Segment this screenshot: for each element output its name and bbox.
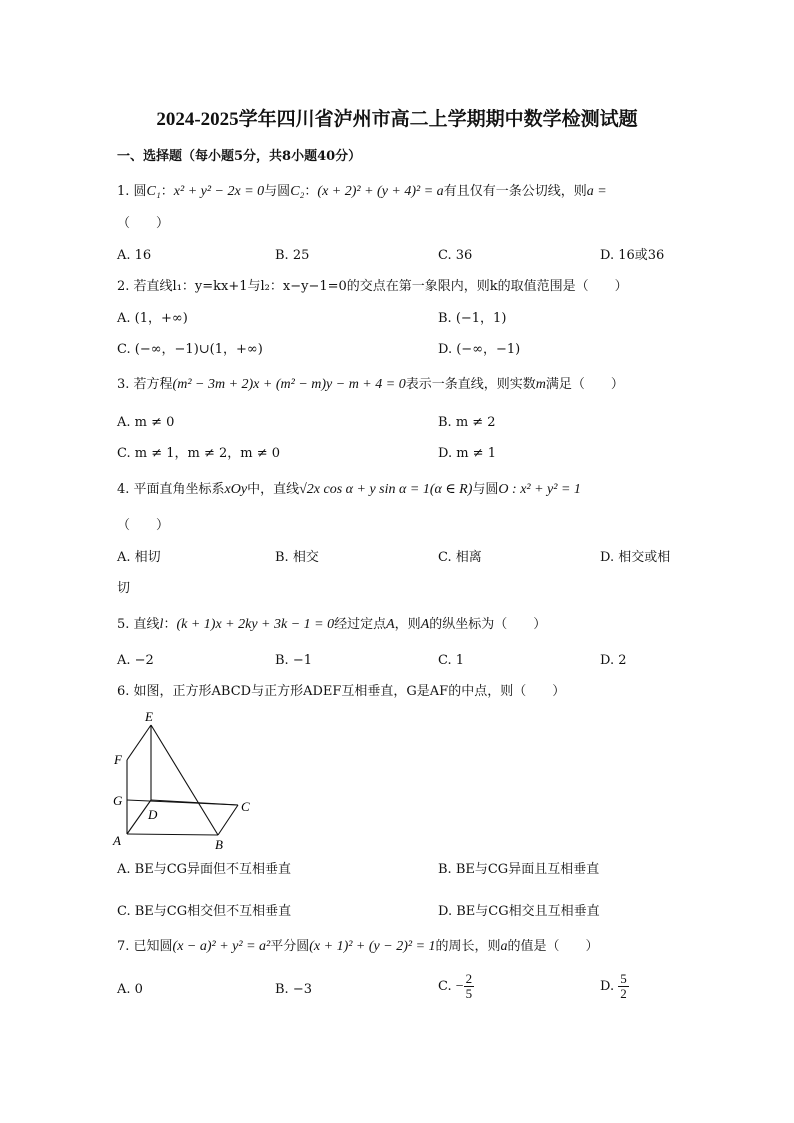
q5-text: 经过定点: [334, 617, 387, 632]
q3-option-b: B. m ≠ 2: [438, 415, 496, 430]
q4-math-line: √2x cos α + y sin α = 1(α ∈ R): [299, 482, 473, 497]
fraction-numerator: 5: [620, 971, 627, 986]
page-title: 2024-2025学年四川省泸州市高二上学期期中数学检测试题: [156, 109, 638, 130]
q7-option-c-sign: −: [455, 979, 464, 994]
q5-option-c: C. 1: [438, 653, 465, 668]
q5-math-l: l: [159, 617, 164, 632]
q7-option-c: [438, 972, 474, 1001]
q7-text: 平分圆: [270, 939, 310, 954]
fraction-numerator: 2: [465, 971, 473, 986]
question-7-stem: [117, 938, 599, 956]
q3-option-c: C. m ≠ 1，m ≠ 2，m ≠ 0: [117, 446, 281, 461]
q6-option-d: D. BE与CG相交且互相垂直: [438, 904, 600, 919]
q4-option-b: B. 相交: [275, 550, 319, 565]
q5-math-eq: (k + 1)x + 2ky + 3k − 1 = 0: [176, 617, 335, 632]
q1-text: ：: [304, 184, 318, 199]
q7-option-d: [600, 972, 629, 1001]
q1-option-b: B. 25: [275, 248, 310, 263]
q5-text: 的纵坐标为（ ）: [429, 617, 547, 632]
edge-bc: [218, 805, 238, 835]
q6-option-c: C. BE与CG相交但不互相垂直: [117, 904, 292, 919]
q7-math-a: a: [500, 939, 508, 954]
q5-option-a: A. −2: [117, 653, 154, 668]
q7-option-b: B. −3: [275, 982, 312, 997]
q7-option-c-fraction: [464, 972, 475, 1001]
question-1-stem: [117, 183, 607, 201]
q5-math-a: A: [420, 617, 430, 632]
q2-option-a: A. (1，+∞): [117, 311, 188, 326]
q4-text: 中，直线: [247, 482, 300, 497]
q5-option-b: B. −1: [275, 653, 312, 668]
q3-text: 表示一条直线，则实数: [405, 377, 536, 392]
label-c: C: [241, 799, 250, 814]
q7-math-eq1: (x − a)² + y² = a²: [172, 939, 271, 954]
q1-math-c2: C₂: [290, 184, 305, 199]
q2-option-b: B. (−1，1): [438, 311, 507, 326]
q3-option-a: A. m ≠ 0: [117, 415, 175, 430]
edge-eb: [151, 725, 218, 835]
edge-ab: [127, 834, 218, 835]
q4-math-circle: O : x² + y² = 1: [498, 482, 581, 497]
q7-text: 的周长，则: [435, 939, 501, 954]
q2-option-d: D. (−∞，−1): [438, 342, 521, 357]
q7-option-a: A. 0: [117, 982, 143, 997]
q3-math-eq: (m² − 3m + 2)x + (m² − m)y − m + 4 = 0: [172, 377, 406, 392]
question-5-stem: [117, 616, 546, 634]
q1-option-a: A. 16: [117, 248, 152, 263]
q3-math-m: m: [535, 377, 546, 392]
q6-option-a: A. BE与CG异面但不互相垂直: [117, 862, 292, 877]
q1-option-c: C. 36: [438, 248, 473, 263]
q3-option-d: D. m ≠ 1: [438, 446, 496, 461]
q4-option-d: D. 相交或相: [600, 550, 671, 565]
q7-option-d-label: D.: [600, 979, 615, 994]
label-b: B: [215, 837, 223, 852]
question-4-stem: [117, 481, 581, 499]
q6-option-b: B. BE与CG异面且互相垂直: [438, 862, 600, 877]
q7-option-c-label: C.: [438, 979, 452, 994]
q1-text: ：: [160, 184, 174, 199]
q4-option-c: C. 相离: [438, 550, 482, 565]
q5-text: 5. 直线: [117, 617, 160, 632]
q1-math-a: a =: [586, 184, 607, 199]
q7-math-eq2: (x + 1)² + (y − 2)² = 1: [309, 939, 436, 954]
q2-option-c: C. (−∞，−1)∪(1，+∞): [117, 342, 263, 357]
edge-fe: [127, 725, 151, 760]
label-e: E: [145, 709, 153, 724]
edge-gc: [127, 800, 238, 805]
q4-math-xoy: xOy: [224, 482, 248, 497]
q5-text: ，则: [394, 617, 421, 632]
q3-text: 3. 若方程: [117, 377, 173, 392]
fraction-denominator: 2: [620, 986, 627, 1001]
label-f: F: [114, 752, 122, 767]
label-d: D: [148, 807, 158, 822]
question-1-paren: （ ）: [117, 216, 170, 231]
q1-text: 1. 圆: [117, 184, 147, 199]
q1-text: 与圆: [264, 184, 291, 199]
q1-option-d: D. 16或36: [600, 248, 665, 263]
q4-option-d-wrap: 切: [117, 581, 131, 596]
q1-math-c1: C₁: [146, 184, 161, 199]
question-2-stem: 2. 若直线l₁：y=kx+1与l₂：x−y−1=0的交点在第一象限内，则k的取值范围是（ ）: [117, 279, 628, 294]
label-g: G: [113, 793, 123, 808]
q4-text: 4. 平面直角坐标系: [117, 482, 225, 497]
q5-text: ：: [163, 617, 177, 632]
q4-text: 与圆: [472, 482, 499, 497]
section-heading: 一、选择题（每小题5分，共8小题40分）: [117, 149, 362, 164]
question-4-paren: （ ）: [117, 518, 170, 533]
q5-option-d: D. 2: [600, 653, 627, 668]
q7-option-d-fraction: [618, 972, 629, 1001]
q1-math-eq1: x² + y² − 2x = 0: [173, 184, 265, 199]
q7-text: 的值是（ ）: [507, 939, 599, 954]
q7-text: 7. 已知圆: [117, 939, 173, 954]
question-3-stem: [117, 376, 624, 394]
q1-math-eq2: (x + 2)² + (y + 4)² = a: [317, 184, 444, 199]
q1-text: 有且仅有一条公切线，则: [443, 184, 587, 199]
q5-math-a: A: [386, 617, 395, 632]
q4-option-a: A. 相切: [117, 550, 161, 565]
q3-text: 满足（ ）: [545, 377, 624, 392]
geometry-figure: [110, 707, 260, 852]
question-6-stem: 6. 如图，正方形ABCD与正方形ADEF互相垂直，G是AF的中点，则（ ）: [117, 684, 566, 699]
fraction-denominator: 5: [465, 986, 473, 1001]
label-a: A: [113, 833, 121, 848]
